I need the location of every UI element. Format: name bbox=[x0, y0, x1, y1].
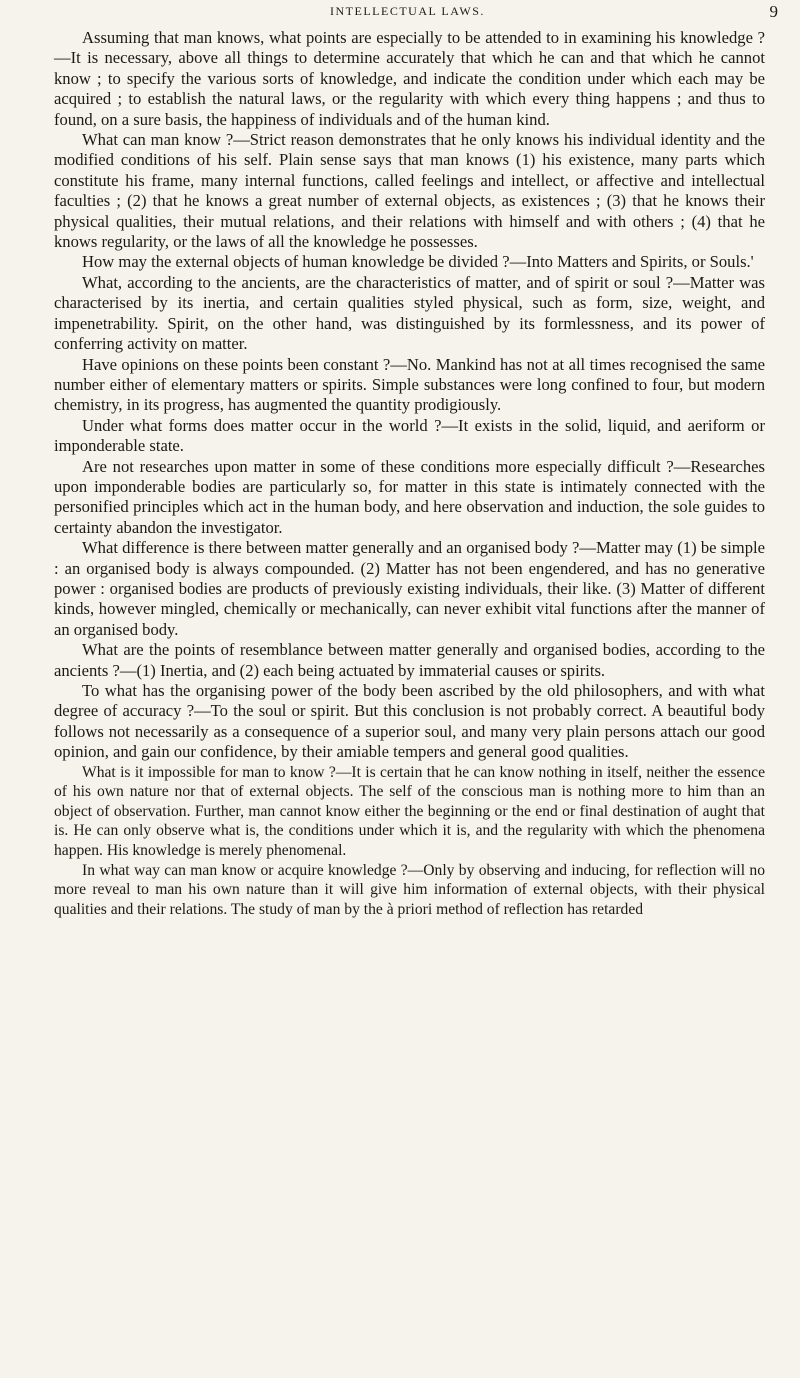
running-head: INTELLECTUAL LAWS. bbox=[330, 4, 485, 18]
paragraph-8: What difference is there between matter generally and an organised body ?—Matter may (1) be simple : an organised body is always compounded. (2) Matter has not been engendered, and has no generative power : organised bodies are products of previously existing individuals, their like. (3) Matter of different kinds, however mingled, chemically or mechanically, can never exhibit vital functions after the manner of an organised body. bbox=[54, 538, 765, 639]
paragraph-5: Have opinions on these points been constant ?—No. Mankind has not at all times recognised the same number either of elementary matters or spirits. Simple substances were long confined to four, but modern chemistry, in its progress, has augmented the quantity prodigiously. bbox=[54, 354, 765, 415]
paragraph-7: Are not researches upon matter in some of these conditions more especially difficult ?—Researches upon imponderable bodies are particularly so, for matter in this state is intimately connected with the personified principles which act in the human body, and here observation and induction, the sole guides to certainty abandon the investigator. bbox=[54, 456, 765, 537]
paragraph-12: In what way can man know or acquire knowledge ?—Only by observing and inducing, for reflection will no more reveal to man his own nature than it will give him information of external objects, with their physical qualities and their relations. The study of man by the à priori method of reflection has retarded bbox=[54, 861, 765, 918]
page-number: 9 bbox=[769, 2, 778, 21]
paragraph-11: What is it impossible for man to know ?—It is certain that he can know nothing in itself, neither the essence of his own nature nor that of external objects. The self of the conscious man is nothing more to him than an object of observation. Further, man cannot know either the beginning or the end or final destination of aught that is. He can only observe what is, the conditions under which it is, and the regularity with which the phenomena happen. His knowledge is merely phenomenal. bbox=[54, 763, 765, 859]
body-text bbox=[54, 28, 765, 919]
paragraph-1: Assuming that man knows, what points are especially to be attended to in examining his knowledge ?—It is necessary, above all things to determine accurately that which he can and that which he cannot know ; to specify the various sorts of knowledge, and indicate the condition under which each may be acquired ; to establish the natural laws, or the regularity with which every thing happens ; and thus to found, on a sure basis, the happiness of individuals and of the human kind. bbox=[54, 28, 765, 129]
paragraph-3: How may the external objects of human knowledge be divided ?—Into Matters and Spirits, or Souls.' bbox=[82, 252, 754, 272]
paragraph-2: What can man know ?—Strict reason demonstrates that he only knows his individual identity and the modified conditions of his self. Plain sense says that man knows (1) his existence, many parts which constitute his frame, many internal functions, called feelings and intellect, or affective and intellectual faculties ; (2) that he knows a great number of external objects, as existences ; (3) that he knows their physical qualities, their mutual relations, and their relations with himself and with others ; (4) that he knows regularity, or the laws of all the knowledge he possesses. bbox=[54, 130, 765, 252]
paragraph-6: Under what forms does matter occur in the world ?—It exists in the solid, liquid, and aeriform or imponderable state. bbox=[54, 415, 765, 456]
paragraph-4: What, according to the ancients, are the characteristics of matter, and of spirit or soul ?—Matter was characterised by its inertia, and certain qualities styled physical, such as form, size, weight, and impenetrability. Spirit, on the other hand, was distinguished by its formlessness, and its power of conferring activity on matter. bbox=[54, 272, 765, 354]
paragraph-9: What are the points of resemblance between matter generally and organised bodies, according to the ancients ?—(1) Inertia, and (2) each being actuated by immaterial causes or spirits. bbox=[54, 640, 765, 680]
paragraph-10: To what has the organising power of the body been ascribed by the old philosophers, and with what degree of accuracy ?—To the soul or spirit. But this conclusion is not probably correct. A beautiful body follows not necessarily as a consequence of a superior soul, and many very plain persons attach our good opinion, and gain our confidence, by their amiable tempers and general good qualities. bbox=[54, 681, 765, 762]
